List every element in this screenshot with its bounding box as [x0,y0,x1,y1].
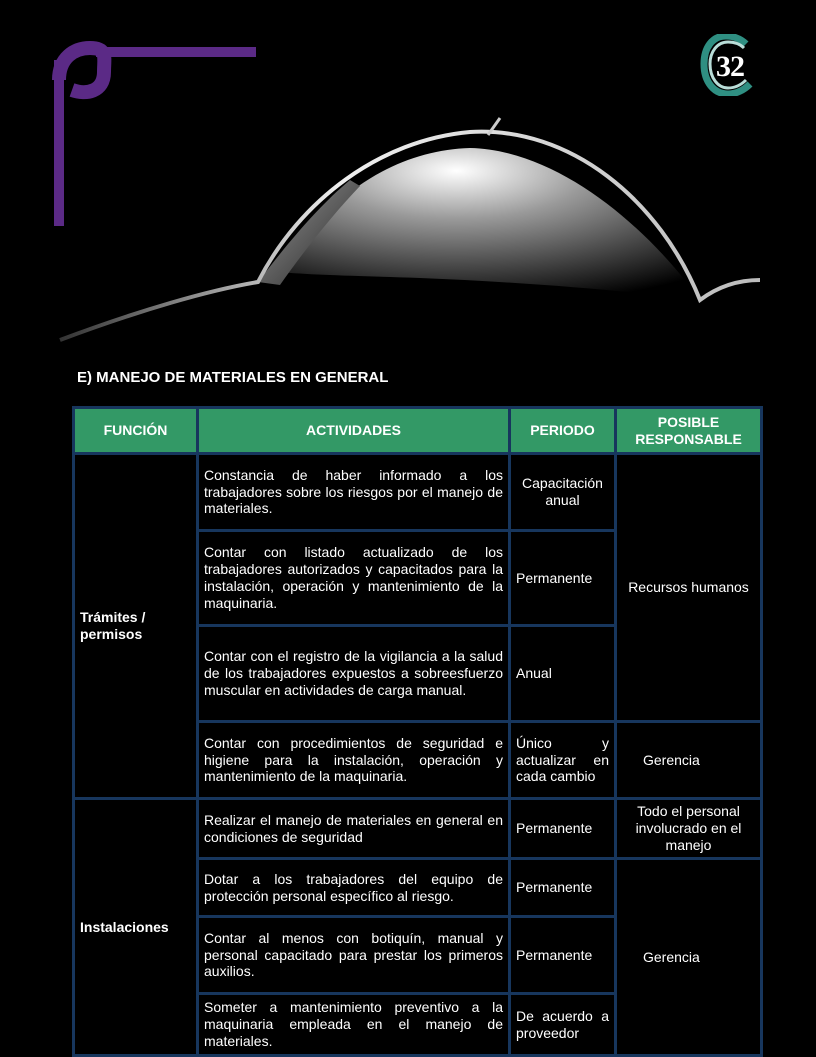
responsible-cell: Todo el personal involucrado en el manejo [616,799,762,859]
car-silhouette-illustration [0,0,816,360]
period-cell: Permanente [510,799,616,859]
activity-cell: Contar con procedimientos de seguridad e higiene para la instalación, operación y mantenimiento de la maquinaria. [198,722,510,799]
responsible-cell: Gerencia [616,722,762,799]
activity-cell: Contar con listado actualizado de los trabajadores autorizados y capacitados para la instalación, operación y mantenimiento de la maquinaria. [198,531,510,626]
period-cell: Permanente [510,859,616,917]
function-cell: Instalaciones [74,799,198,1056]
header-activities: ACTIVIDADES [198,408,510,454]
responsibilities-table [72,406,763,1057]
table-row [74,799,762,859]
activity-cell: Realizar el manejo de materiales en general en condiciones de seguridad [198,799,510,859]
responsible-cell: Gerencia [616,859,762,1056]
header-function: FUNCIÓN [74,408,198,454]
activity-cell: Dotar a los trabajadores del equipo de protección personal específico al riesgo. [198,859,510,917]
period-cell: Anual [510,626,616,722]
header-responsible: POSIBLE RESPONSABLE [616,408,762,454]
table-header-row [74,408,762,454]
period-cell: Único y actualizar en cada cambio [510,722,616,799]
activity-cell: Contar con el registro de la vigilancia a la salud de los trabajadores expuestos a sobreesfuerzo muscular en actividades de carga manual. [198,626,510,722]
purple-bracket-icon [54,47,256,226]
period-cell: Capacitación anual [510,454,616,531]
table-row [74,454,762,531]
period-cell: Permanente [510,917,616,994]
section-title: E) MANEJO DE MATERIALES EN GENERAL [77,369,389,386]
header-period: PERIODO [510,408,616,454]
responsible-cell: Recursos humanos [616,454,762,722]
activity-cell: Constancia de haber informado a los trabajadores sobre los riesgos por el manejo de materiales. [198,454,510,531]
activity-cell: Contar al menos con botiquín, manual y personal capacitado para prestar los primeros auxilios. [198,917,510,994]
period-cell: Permanente [510,531,616,626]
page-number: 32 [716,50,744,83]
function-cell: Trámites / permisos [74,454,198,799]
activity-cell: Someter a mantenimiento preventivo a la maquinaria empleada en el manejo de materiales. [198,994,510,1056]
period-cell: De acuerdo a proveedor [510,994,616,1056]
